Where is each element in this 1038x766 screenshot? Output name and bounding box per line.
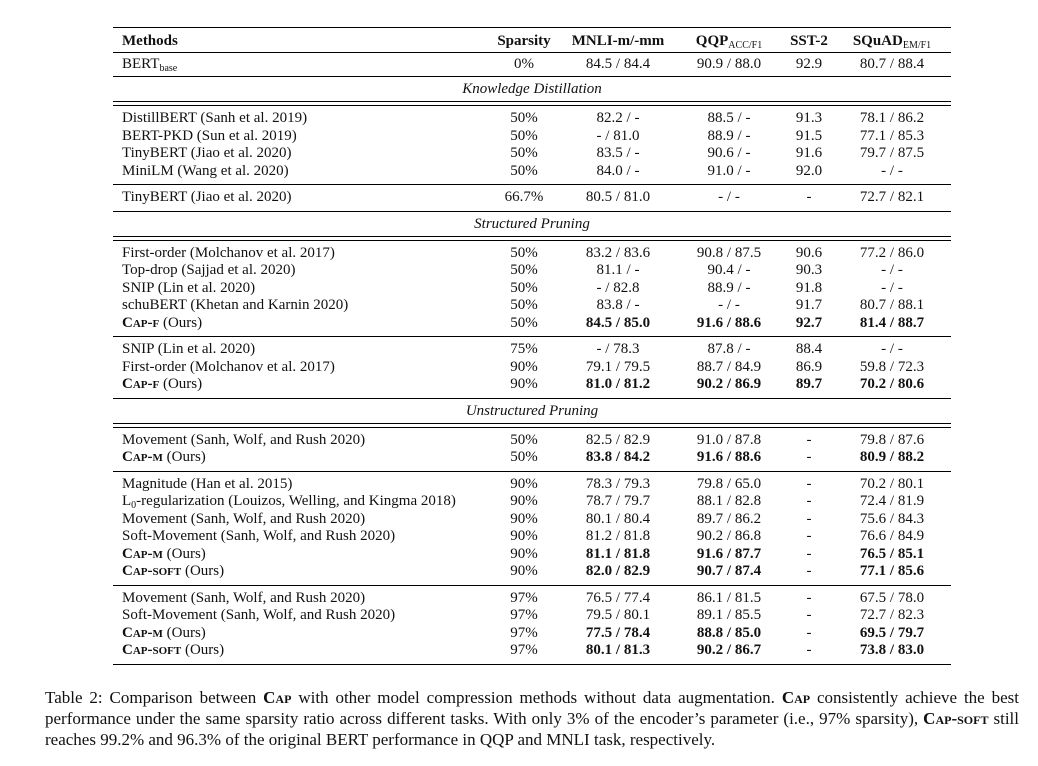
sst2-cell: -	[806, 589, 812, 606]
method-cell: DistillBERT (Sanh et al. 2019)	[122, 110, 308, 126]
method-name-bold: Cap-m	[122, 449, 163, 465]
section-knowledge-distillation: Knowledge Distillation	[462, 81, 602, 97]
method-cell: schuBERT (Khetan and Karnin 2020)	[122, 297, 349, 313]
sparsity-cell: 90%	[510, 376, 538, 392]
mnli-cell: 80.5 / 81.0	[585, 189, 651, 205]
table-row	[113, 163, 951, 181]
qqp-cell: 91.6 / 87.7	[696, 545, 762, 562]
sparsity-cell: 66.7%	[504, 189, 544, 205]
method-cell: Movement (Sanh, Wolf, and Rush 2020)	[122, 510, 366, 527]
sst2-cell: -	[806, 563, 812, 579]
method-cell	[122, 546, 206, 564]
table-row	[113, 563, 951, 581]
mnli-cell: 80.1 / 80.4	[585, 510, 651, 527]
sp-group-2	[113, 341, 951, 394]
header-row	[113, 28, 951, 52]
baseline-squad: 80.7 / 88.4	[859, 56, 925, 72]
baseline-sparsity: 0%	[514, 56, 534, 72]
mnli-cell: 78.7 / 79.7	[585, 493, 651, 509]
sst2-cell: -	[806, 607, 812, 623]
table-row	[113, 145, 951, 163]
mnli-cell: 79.1 / 79.5	[585, 358, 651, 375]
sparsity-cell: 50%	[510, 449, 538, 465]
mnli-cell: 84.5 / 85.0	[585, 314, 651, 331]
method-cell: Soft-Movement (Sanh, Wolf, and Rush 2020)	[122, 607, 396, 623]
table-row	[113, 297, 951, 315]
sst2-cell: -	[806, 431, 812, 448]
up-group-1	[113, 432, 951, 467]
method-cell	[122, 625, 206, 643]
squad-cell: 81.4 / 88.7	[859, 314, 925, 331]
method-name-bold: Cap-soft	[122, 563, 182, 579]
header-methods: Methods	[122, 33, 178, 49]
squad-cell: - / -	[881, 279, 903, 296]
squad-cell: - / -	[881, 162, 903, 179]
method-cell: Movement (Sanh, Wolf, and Rush 2020)	[122, 589, 366, 606]
method-cell: Top-drop (Sajjad et al. 2020)	[122, 262, 296, 278]
sparsity-cell: 50%	[510, 162, 538, 179]
method-cell: Magnitude (Han et al. 2015)	[122, 475, 293, 492]
header-sparsity: Sparsity	[497, 33, 551, 49]
baseline-mnli: 84.5 / 84.4	[585, 56, 651, 72]
method-cell	[122, 315, 202, 333]
method-name-bold: Cap-f	[122, 314, 160, 331]
qqp-cell: 91.0 / -	[707, 162, 751, 179]
qqp-cell: 90.6 / -	[707, 145, 751, 161]
baseline-method: $BERT_{base}$	[122, 56, 178, 74]
table-row	[113, 341, 951, 359]
squad-cell: 69.5 / 79.7	[859, 624, 925, 641]
table-row	[113, 110, 951, 128]
squad-cell: 72.4 / 81.9	[859, 493, 925, 509]
table-row	[113, 280, 951, 298]
table-row	[113, 528, 951, 546]
sst2-cell: 90.3	[795, 262, 823, 278]
squad-cell: 72.7 / 82.1	[859, 189, 925, 205]
sst2-cell: -	[806, 493, 812, 509]
mnli-cell: 81.0 / 81.2	[585, 376, 651, 392]
baseline-row	[113, 53, 951, 76]
sst2-cell: -	[806, 528, 812, 544]
squad-cell: 80.9 / 88.2	[859, 449, 925, 465]
sparsity-cell: 90%	[510, 563, 538, 579]
baseline-qqp: 90.9 / 88.0	[696, 56, 762, 72]
sst2-cell: 92.0	[795, 162, 823, 179]
sparsity-cell: 50%	[510, 262, 538, 278]
table-row	[113, 189, 951, 207]
sparsity-cell: 90%	[510, 475, 538, 492]
mnli-cell: 79.5 / 80.1	[585, 607, 651, 623]
squad-cell: 70.2 / 80.6	[859, 376, 925, 392]
squad-cell: 78.1 / 86.2	[859, 110, 925, 126]
method-cell	[122, 449, 206, 467]
method-suffix: (Ours)	[159, 314, 203, 331]
qqp-cell: 89.1 / 85.5	[696, 607, 762, 623]
method-cell: First-order (Molchanov et al. 2017)	[122, 358, 335, 375]
table-caption: Table 2: Comparison between Cap with other model compression methods without data augmentation. Cap consistently achieve the best performance under the same sparsity ratio across different tasks. With only 3% of the encoder’s parameter (i.e., 97% sparsity), Cap-soft still reaches 99.2% and 96.3% of the original BERT performance in QQP and MNLI task, respectively.	[45, 688, 1019, 749]
mnli-cell: 81.1 / -	[596, 262, 640, 278]
method-cell: Movement (Sanh, Wolf, and Rush 2020)	[122, 431, 366, 448]
method-cell: First-order (Molchanov et al. 2017)	[122, 244, 335, 261]
sparsity-cell: 50%	[510, 127, 538, 144]
sparsity-cell: 90%	[510, 493, 538, 509]
method-cell	[122, 563, 224, 581]
method-suffix: (Ours)	[181, 642, 225, 658]
squad-cell: 77.1 / 85.6	[859, 563, 925, 579]
kd-group-1	[113, 110, 951, 180]
mnli-cell: 77.5 / 78.4	[585, 624, 651, 641]
mnli-cell: 83.2 / 83.6	[585, 244, 651, 261]
table-row	[113, 432, 951, 450]
qqp-cell: 90.7 / 87.4	[696, 563, 762, 579]
sparsity-cell: 97%	[510, 642, 538, 658]
squad-cell: 80.7 / 88.1	[859, 297, 925, 313]
table-row	[113, 607, 951, 625]
method-l0-sub: 0	[131, 500, 137, 511]
sparsity-cell: 90%	[510, 528, 538, 544]
method-cell	[122, 376, 202, 394]
sparsity-cell: 50%	[510, 145, 538, 161]
squad-cell: - / -	[881, 341, 903, 357]
sparsity-cell: 50%	[510, 244, 538, 261]
sst2-cell: -	[806, 475, 812, 492]
sst2-cell: 90.6	[795, 244, 823, 261]
sparsity-cell: 90%	[510, 545, 538, 562]
sst2-cell: 91.7	[795, 297, 823, 313]
sparsity-cell: 50%	[510, 297, 538, 313]
qqp-cell: 88.7 / 84.9	[696, 358, 762, 375]
squad-cell: 77.2 / 86.0	[859, 244, 925, 261]
table-row	[113, 262, 951, 280]
qqp-cell: 91.6 / 88.6	[696, 449, 762, 465]
header-sst2: SST-2	[790, 33, 828, 49]
results-table	[113, 27, 951, 665]
sparsity-cell: 75%	[510, 341, 538, 357]
sp-group-1	[113, 245, 951, 333]
method-suffix: (Ours)	[162, 624, 206, 641]
sparsity-cell: 50%	[510, 314, 538, 331]
sparsity-cell: 90%	[510, 510, 538, 527]
qqp-cell: 91.6 / 88.6	[696, 314, 762, 331]
table-row	[113, 511, 951, 529]
method-name-bold: Cap-m	[122, 624, 163, 641]
baseline-sst2: 92.9	[795, 56, 823, 72]
up-group-3	[113, 590, 951, 660]
mnli-cell: 78.3 / 79.3	[585, 475, 651, 492]
table-row	[113, 359, 951, 377]
squad-cell: 70.2 / 80.1	[859, 475, 925, 492]
table-row	[113, 590, 951, 608]
sst2-cell: -	[806, 189, 812, 205]
mnli-cell: 82.2 / -	[596, 110, 640, 126]
squad-cell: 76.5 / 85.1	[859, 545, 925, 562]
method-suffix: (Ours)	[159, 376, 203, 392]
sst2-cell: 92.7	[795, 314, 823, 331]
sst2-cell: -	[806, 642, 812, 658]
table-row	[113, 642, 951, 660]
method-cell: BERT-PKD (Sun et al. 2019)	[122, 127, 297, 144]
method-suffix: -regularization (Louizos, Welling, and Kingma 2018)	[136, 493, 456, 509]
qqp-cell: 88.9 / -	[707, 127, 751, 144]
table-row	[113, 376, 951, 394]
qqp-cell: 90.2 / 86.8	[696, 528, 762, 544]
mnli-cell: 82.0 / 82.9	[585, 563, 651, 579]
qqp-cell: 90.8 / 87.5	[696, 244, 762, 261]
method-cell	[122, 642, 224, 660]
table-row	[113, 315, 951, 333]
squad-cell: 79.8 / 87.6	[859, 431, 925, 448]
method-cell: TinyBERT (Jiao et al. 2020)	[122, 189, 292, 205]
qqp-cell: 87.8 / -	[707, 341, 751, 357]
sparsity-cell: 50%	[510, 431, 538, 448]
sst2-cell: 91.8	[795, 279, 823, 296]
sparsity-cell: 90%	[510, 358, 538, 375]
method-cell: Soft-Movement (Sanh, Wolf, and Rush 2020)	[122, 528, 396, 544]
mnli-cell: 82.5 / 82.9	[585, 431, 651, 448]
qqp-cell: 91.0 / 87.8	[696, 431, 762, 448]
mnli-cell: 76.5 / 77.4	[585, 589, 651, 606]
table-row	[113, 128, 951, 146]
sst2-cell: -	[806, 624, 812, 641]
section-unstructured-pruning: Unstructured Pruning	[465, 402, 599, 419]
method-cell: SNIP (Lin et al. 2020)	[122, 341, 256, 357]
sparsity-cell: 97%	[510, 589, 538, 606]
method-cell: TinyBERT (Jiao et al. 2020)	[122, 145, 292, 161]
sparsity-cell: 50%	[510, 110, 538, 126]
method-suffix: (Ours)	[162, 545, 206, 562]
squad-cell: 72.7 / 82.3	[859, 607, 925, 623]
mnli-cell: 81.2 / 81.8	[585, 528, 651, 544]
section-structured-pruning: Structured Pruning	[474, 215, 590, 232]
sparsity-cell: 50%	[510, 279, 538, 296]
squad-cell: 75.6 / 84.3	[859, 510, 925, 527]
mnli-cell: 83.8 / 84.2	[585, 449, 651, 465]
method-suffix: (Ours)	[162, 449, 206, 465]
table-row	[113, 449, 951, 467]
mnli-cell: 83.8 / -	[596, 297, 640, 313]
qqp-cell: 90.2 / 86.7	[696, 642, 762, 658]
table-row	[113, 493, 951, 511]
qqp-cell: 88.9 / -	[707, 279, 751, 296]
mnli-cell: - / 81.0	[596, 127, 640, 144]
method-l0: L	[122, 493, 132, 509]
sst2-cell: 91.5	[795, 127, 823, 144]
table-row	[113, 245, 951, 263]
sst2-cell: 91.3	[795, 110, 823, 126]
qqp-cell: 90.4 / -	[707, 262, 751, 278]
sparsity-cell: 97%	[510, 624, 538, 641]
header-squad: SQuAD$_{EM/F1}$	[852, 33, 932, 51]
sst2-cell: 88.4	[795, 341, 823, 357]
squad-cell: 79.7 / 87.5	[859, 145, 925, 161]
squad-cell: - / -	[881, 262, 903, 278]
sst2-cell: -	[806, 545, 812, 562]
qqp-cell: 88.8 / 85.0	[696, 624, 762, 641]
qqp-cell: 90.2 / 86.9	[696, 376, 762, 392]
method-name-bold: Cap-soft	[122, 642, 182, 658]
table-row	[113, 476, 951, 494]
method-name-bold: Cap-m	[122, 545, 163, 562]
sparsity-cell: 97%	[510, 607, 538, 623]
mnli-cell: 81.1 / 81.8	[585, 545, 651, 562]
method-cell: MiniLM (Wang et al. 2020)	[122, 162, 289, 179]
method-cell	[122, 493, 456, 511]
mnli-cell: 84.0 / -	[596, 162, 640, 179]
qqp-cell: 88.5 / -	[707, 110, 751, 126]
header-mnli: MNLI-m/-mm	[571, 33, 665, 49]
sst2-cell: -	[806, 449, 812, 465]
sst2-cell: -	[806, 510, 812, 527]
sst2-cell: 91.6	[795, 145, 823, 161]
qqp-cell: 88.1 / 82.8	[696, 493, 762, 509]
qqp-cell: 79.8 / 65.0	[696, 475, 762, 492]
squad-cell: 77.1 / 85.3	[859, 127, 925, 144]
sst2-cell: 86.9	[795, 358, 823, 375]
mnli-cell: 83.5 / -	[596, 145, 640, 161]
header-qqp: $QQP_{ACC/F1}$	[695, 33, 763, 51]
sst2-cell: 89.7	[795, 376, 823, 392]
squad-cell: 59.8 / 72.3	[859, 358, 925, 375]
table-row	[113, 546, 951, 564]
mnli-cell: 80.1 / 81.3	[585, 642, 651, 658]
kd-group-2	[113, 189, 951, 207]
method-name-bold: Cap-f	[122, 376, 160, 392]
up-group-2	[113, 476, 951, 581]
squad-cell: 67.5 / 78.0	[859, 589, 925, 606]
method-cell: SNIP (Lin et al. 2020)	[122, 279, 256, 296]
squad-cell: 73.8 / 83.0	[859, 642, 925, 658]
mnli-cell: - / 78.3	[596, 341, 640, 357]
method-suffix: (Ours)	[181, 563, 225, 579]
qqp-cell: - / -	[718, 297, 740, 313]
squad-cell: 76.6 / 84.9	[859, 528, 925, 544]
qqp-cell: - / -	[718, 189, 740, 205]
qqp-cell: 86.1 / 81.5	[696, 589, 762, 606]
bottom-rule	[113, 664, 951, 665]
table-row	[113, 625, 951, 643]
qqp-cell: 89.7 / 86.2	[696, 510, 762, 527]
mnli-cell: - / 82.8	[596, 279, 640, 296]
